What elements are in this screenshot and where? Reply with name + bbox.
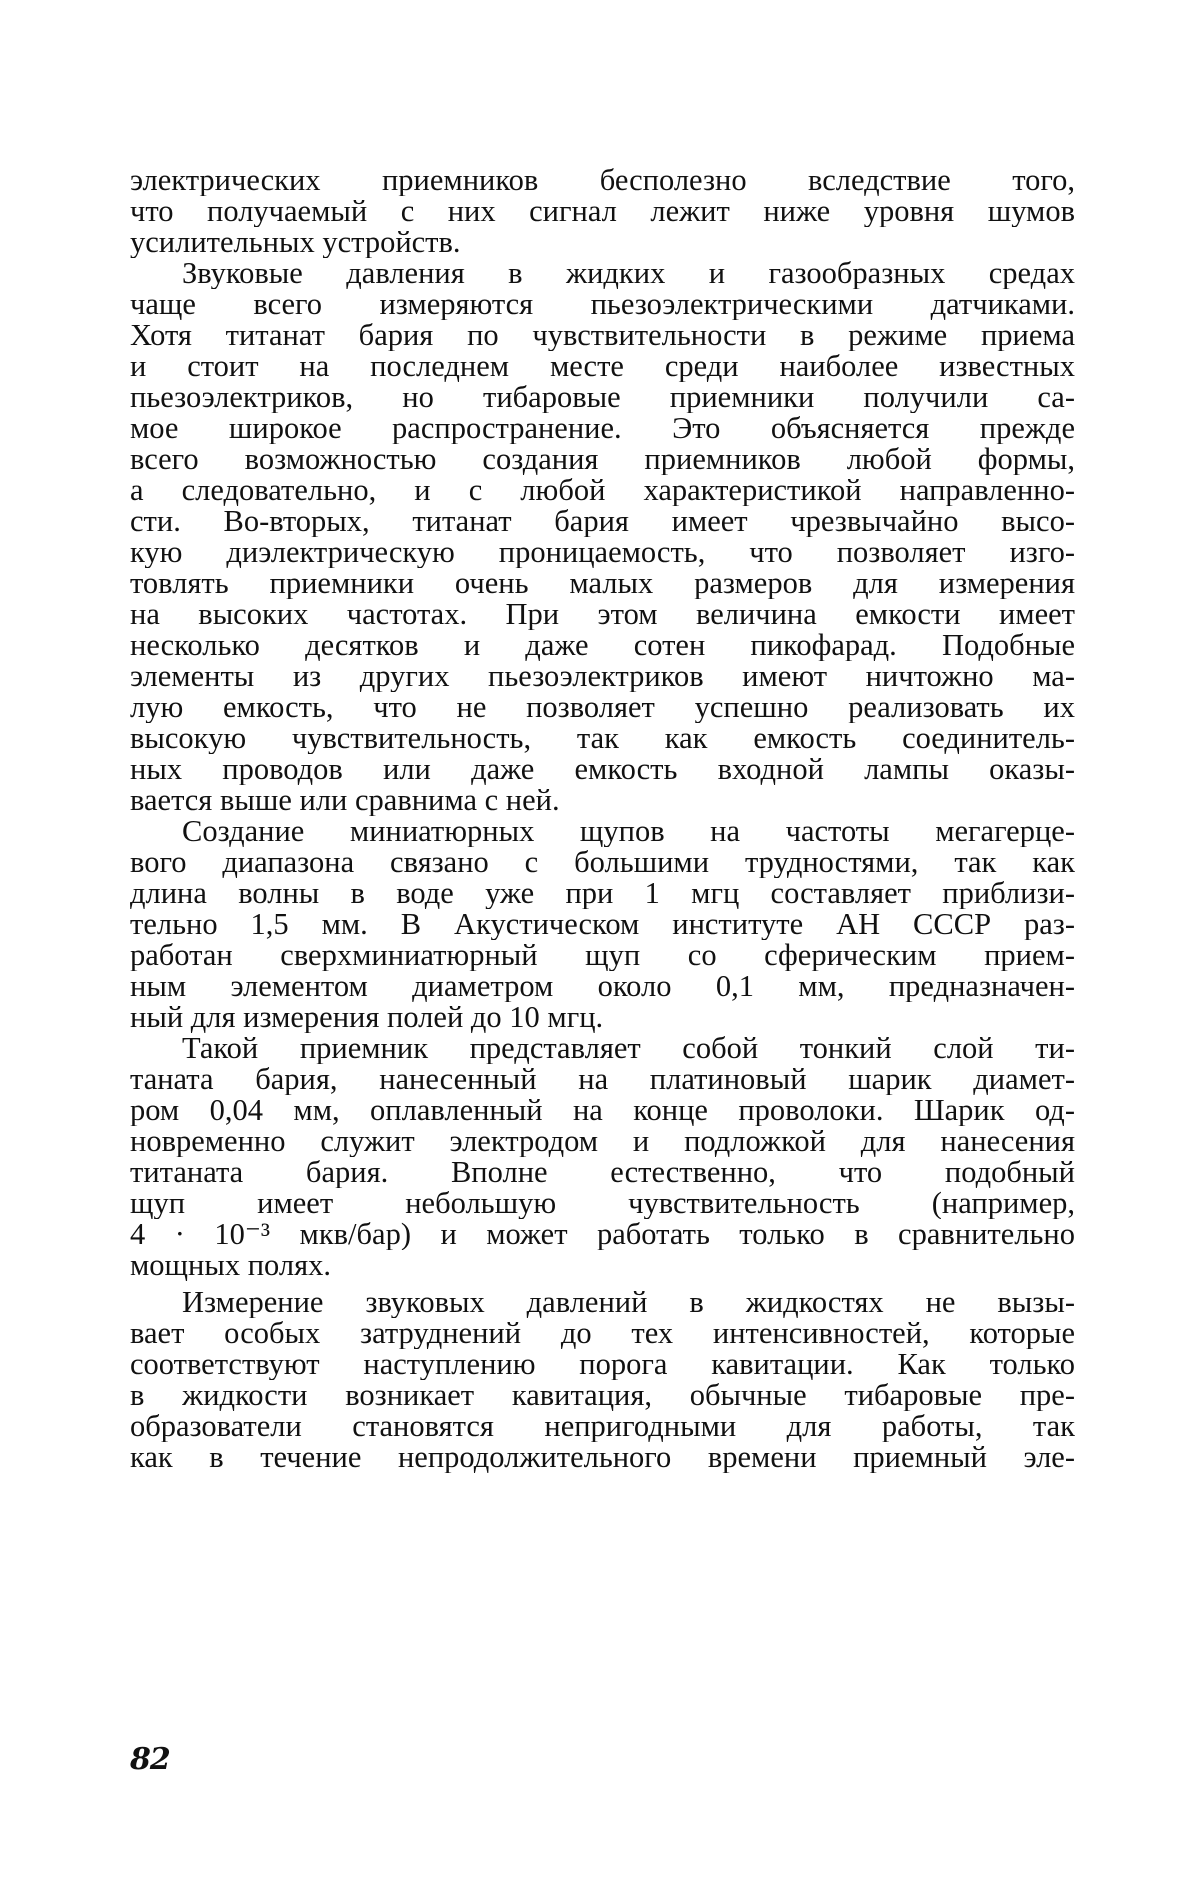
paragraph-4 [130,1033,1075,1281]
text-line: высокую чувствительность, так как емкость соединитель- [130,723,1075,754]
text-line: работан сверхминиатюрный щуп со сферическим прием- [130,940,1075,971]
text-line: усилительных устройств. [130,227,1075,258]
text-line: а следовательно, и с любой характеристикой направленно- [130,475,1075,506]
text-line: Создание миниатюрных щупов на частоты мегагерце- [130,816,1075,847]
text-line: Измерение звуковых давлений в жидкостях не вызы- [130,1287,1075,1318]
text-line: ный для измерения полей до 10 мгц. [130,1002,1075,1033]
text-line: ром 0,04 мм, оплавленный на конце проволоки. Шарик од- [130,1095,1075,1126]
text-line: образователи становятся непригодными для работы, так [130,1411,1075,1442]
text-line: соответствуют наступлению порога кавитации. Как только [130,1349,1075,1380]
text-line: таната бария, нанесенный на платиновый шарик диамет- [130,1064,1075,1095]
page-number: 82 [130,1742,170,1777]
text-line: на высоких частотах. При этом величина емкости имеет [130,599,1075,630]
text-line: чаще всего измеряются пьезоэлектрическими датчиками. [130,289,1075,320]
text-line: ным элементом диаметром около 0,1 мм, предназначен- [130,971,1075,1002]
text-line: что получаемый с них сигнал лежит ниже уровня шумов [130,196,1075,227]
text-line: кую диэлектрическую проницаемость, что позволяет изго- [130,537,1075,568]
paragraph-1 [130,165,1075,258]
text-line: длина волны в воде уже при 1 мгц составляет приблизи- [130,878,1075,909]
text-line: вого диапазона связано с большими трудностями, так как [130,847,1075,878]
text-line: Такой приемник представляет собой тонкий слой ти- [130,1033,1075,1064]
text-line: всего возможностью создания приемников любой формы, [130,444,1075,475]
text-line: мощных полях. [130,1250,1075,1281]
text-line: в жидкости возникает кавитация, обычные тибаровые пре- [130,1380,1075,1411]
text-line: 4 · 10⁻³ мкв/бар) и может работать только в сравнительно [130,1219,1075,1250]
document-page [130,165,1075,1473]
text-line: титаната бария. Вполне естественно, что подобный [130,1157,1075,1188]
text-line: товлять приемники очень малых размеров для измерения [130,568,1075,599]
paragraph-3 [130,816,1075,1033]
text-line: сти. Во-вторых, титанат бария имеет чрезвычайно высо- [130,506,1075,537]
text-line: тельно 1,5 мм. В Акустическом институте АН СССР раз- [130,909,1075,940]
paragraph-2 [130,258,1075,816]
text-line: мое широкое распространение. Это объясняется прежде [130,413,1075,444]
text-line: элементы из других пьезоэлектриков имеют ничтожно ма- [130,661,1075,692]
text-line: Звуковые давления в жидких и газообразных средах [130,258,1075,289]
text-line: лую емкость, что не позволяет успешно реализовать их [130,692,1075,723]
text-line: Хотя титанат бария по чувствительности в режиме приема [130,320,1075,351]
text-line: щуп имеет небольшую чувствительность (например, [130,1188,1075,1219]
text-line: и стоит на последнем месте среди наиболее известных [130,351,1075,382]
text-line: новременно служит электродом и подложкой для нанесения [130,1126,1075,1157]
text-line: вается выше или сравнима с ней. [130,785,1075,816]
text-line: пьезоэлектриков, но тибаровые приемники получили са- [130,382,1075,413]
text-line: вает особых затруднений до тех интенсивностей, которые [130,1318,1075,1349]
text-line: ных проводов или даже емкость входной лампы оказы- [130,754,1075,785]
text-line: как в течение непродолжительного времени приемный эле- [130,1442,1075,1473]
paragraph-5 [130,1287,1075,1473]
text-line: электрических приемников бесполезно вследствие того, [130,165,1075,196]
text-line: несколько десятков и даже сотен пикофарад. Подобные [130,630,1075,661]
